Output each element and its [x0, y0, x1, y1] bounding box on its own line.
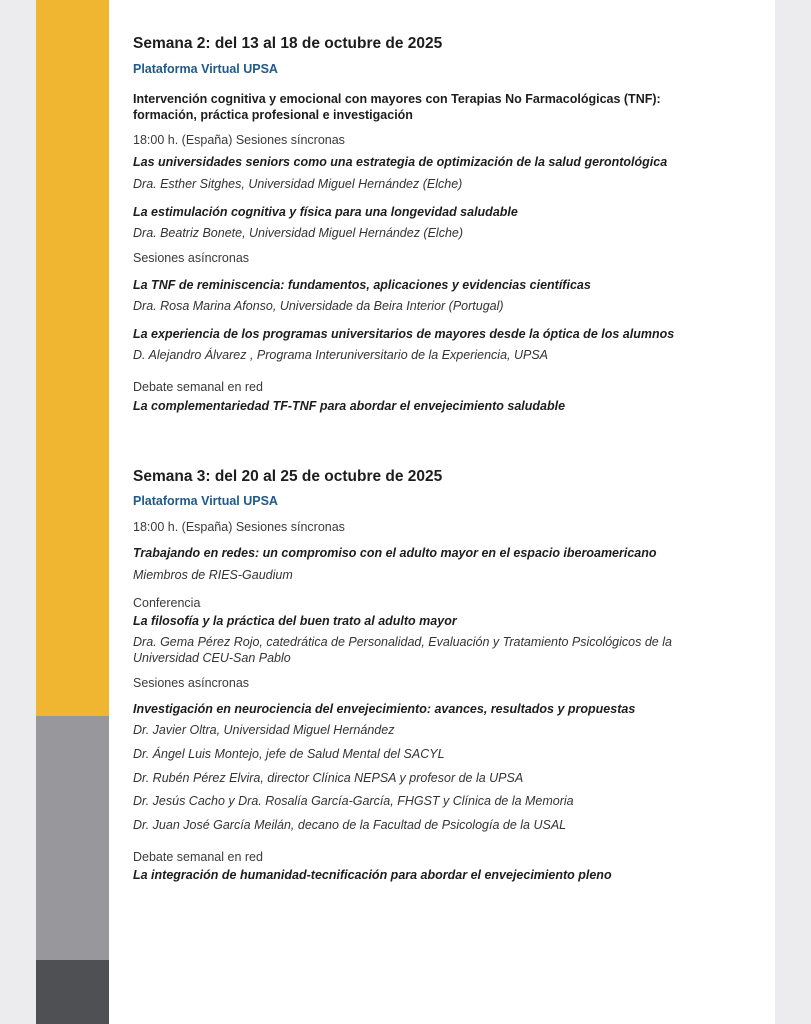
week2-talk-3-speaker: Dra. Rosa Marina Afonso, Universidade da Beira Interior (Portugal): [133, 299, 504, 313]
accent-bar-gray: [36, 716, 109, 960]
week3-async-speaker-2: Dr. Ángel Luis Montejo, jefe de Salud Mental del SACYL: [133, 747, 445, 761]
week3-debate-label: Debate semanal en red: [133, 850, 263, 864]
week3-conference-title: La filosofía y la práctica del buen trato al adulto mayor: [133, 614, 457, 628]
week2-talk-2-title: La estimulación cognitiva y física para una longevidad saludable: [133, 205, 518, 219]
week3-conference-speaker: Dra. Gema Pérez Rojo, catedrática de Personalidad, Evaluación y Tratamiento Psicológicos de la Universidad CEU-San Pablo: [133, 635, 672, 665]
week2-sync-label: 18:00 h. (España) Sesiones síncronas: [133, 133, 345, 147]
week3-platform: Plataforma Virtual UPSA: [133, 494, 278, 508]
accent-bar-yellow: [36, 0, 109, 716]
week3-debate-title: La integración de humanidad-tecnificación para abordar el envejecimiento pleno: [133, 868, 612, 882]
week2-talk-3-title: La TNF de reminiscencia: fundamentos, aplicaciones y evidencias científicas: [133, 278, 591, 292]
week2-talk-2-speaker: Dra. Beatriz Bonete, Universidad Miguel Hernández (Elche): [133, 226, 464, 240]
week3-async-speaker-3: Dr. Rubén Pérez Elvira, director Clínica NEPSA y profesor de la UPSA: [133, 771, 524, 785]
week2-title: Semana 2: del 13 al 18 de octubre de 2025: [133, 35, 443, 52]
week2-debate-title: La complementariedad TF-TNF para abordar el envejecimiento saludable: [133, 399, 566, 413]
week2-talk-4-speaker: D. Alejandro Álvarez , Programa Interuniversitario de la Experiencia, UPSA: [133, 348, 549, 362]
week3-sync-talk-title: Trabajando en redes: un compromiso con el adulto mayor en el espacio iberoamericano: [133, 546, 657, 560]
week2-debate-label: Debate semanal en red: [133, 380, 263, 394]
week3-async-speaker-4: Dr. Jesús Cacho y Dra. Rosalía García-García, FHGST y Clínica de la Memoria: [133, 794, 574, 808]
week3-async-speaker-1: Dr. Javier Oltra, Universidad Miguel Hernández: [133, 723, 395, 737]
week2-topic: Intervención cognitiva y emocional con mayores con Terapias No Farmacológicas (TNF): formación, práctica profesional e investigación: [133, 92, 661, 122]
accent-bar-dark: [36, 960, 109, 1024]
week3-sync-label: 18:00 h. (España) Sesiones síncronas: [133, 520, 345, 534]
week2-talk-1-speaker: Dra. Esther Sitghes, Universidad Miguel Hernández (Elche): [133, 177, 463, 191]
week3-async-speaker-5: Dr. Juan José García Meilán, decano de la Facultad de Psicología de la USAL: [133, 818, 567, 832]
week3-async-title: Investigación en neurociencia del envejecimiento: avances, resultados y propuestas: [133, 702, 636, 716]
week3-async-label: Sesiones asíncronas: [133, 676, 250, 690]
week2-platform: Plataforma Virtual UPSA: [133, 62, 278, 76]
week3-sync-talk-speaker: Miembros de RIES-Gaudium: [133, 568, 293, 582]
week3-title: Semana 3: del 20 al 25 de octubre de 2025: [133, 468, 443, 485]
week2-talk-4-title: La experiencia de los programas universitarios de mayores desde la óptica de los alumnos: [133, 327, 675, 341]
week2-talk-1-title: Las universidades seniors como una estrategia de optimización de la salud gerontológica: [133, 155, 668, 169]
week2-async-label: Sesiones asíncronas: [133, 251, 250, 265]
week3-conference-label: Conferencia: [133, 596, 201, 610]
document-page: [36, 0, 775, 1024]
